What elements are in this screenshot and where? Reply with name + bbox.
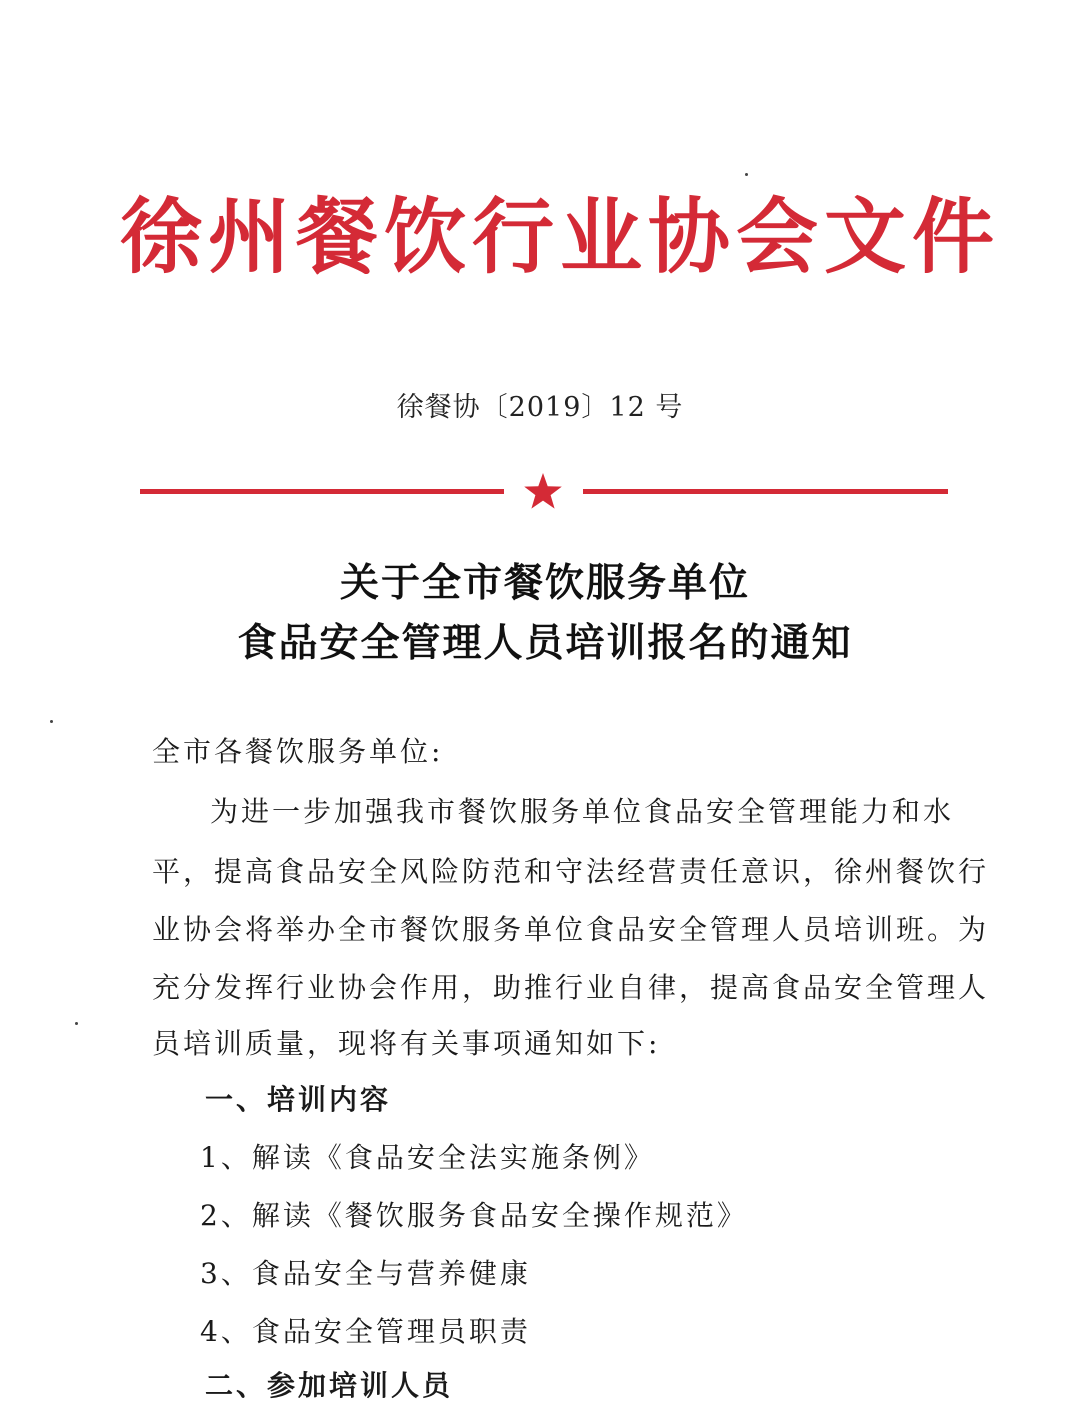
org-header: 徐州餐饮行业协会文件 xyxy=(120,190,1001,285)
paragraph-line: 平，提高食品安全风险防范和守法经营责任意识，徐州餐饮行 xyxy=(152,855,990,888)
divider-rule-right xyxy=(583,489,948,494)
red-divider xyxy=(140,470,948,520)
scan-speck xyxy=(745,173,748,176)
scan-speck xyxy=(75,1022,78,1025)
paragraph-line: 为进一步加强我市餐饮服务单位食品安全管理能力和水 xyxy=(210,795,955,828)
document-number: 徐餐协〔2019〕12 号 xyxy=(396,392,684,423)
paragraph-line: 充分发挥行业协会作用，助推行业自律，提高食品安全管理人 xyxy=(152,971,990,1004)
section-heading: 一、培训内容 xyxy=(205,1083,392,1116)
scan-speck xyxy=(50,720,53,723)
list-item: 1、解读《食品安全法实施条例》 xyxy=(200,1141,655,1174)
notice-title-line-1: 关于全市餐饮服务单位 xyxy=(339,561,750,606)
notice-title-line-2: 食品安全管理人员培训报名的通知 xyxy=(237,621,853,666)
section-heading: 二、参加培训人员 xyxy=(205,1369,454,1402)
paragraph-line: 员培训质量，现将有关事项通知如下: xyxy=(152,1027,661,1060)
star-icon xyxy=(523,471,563,511)
salutation: 全市各餐饮服务单位: xyxy=(152,735,444,768)
list-item: 2、解读《餐饮服务食品安全操作规范》 xyxy=(200,1199,748,1232)
divider-rule-left xyxy=(140,489,504,494)
list-item: 4、食品安全管理员职责 xyxy=(200,1315,531,1348)
list-item: 3、食品安全与营养健康 xyxy=(200,1257,531,1290)
paragraph-line: 业协会将举办全市餐饮服务单位食品安全管理人员培训班。为 xyxy=(152,913,990,946)
